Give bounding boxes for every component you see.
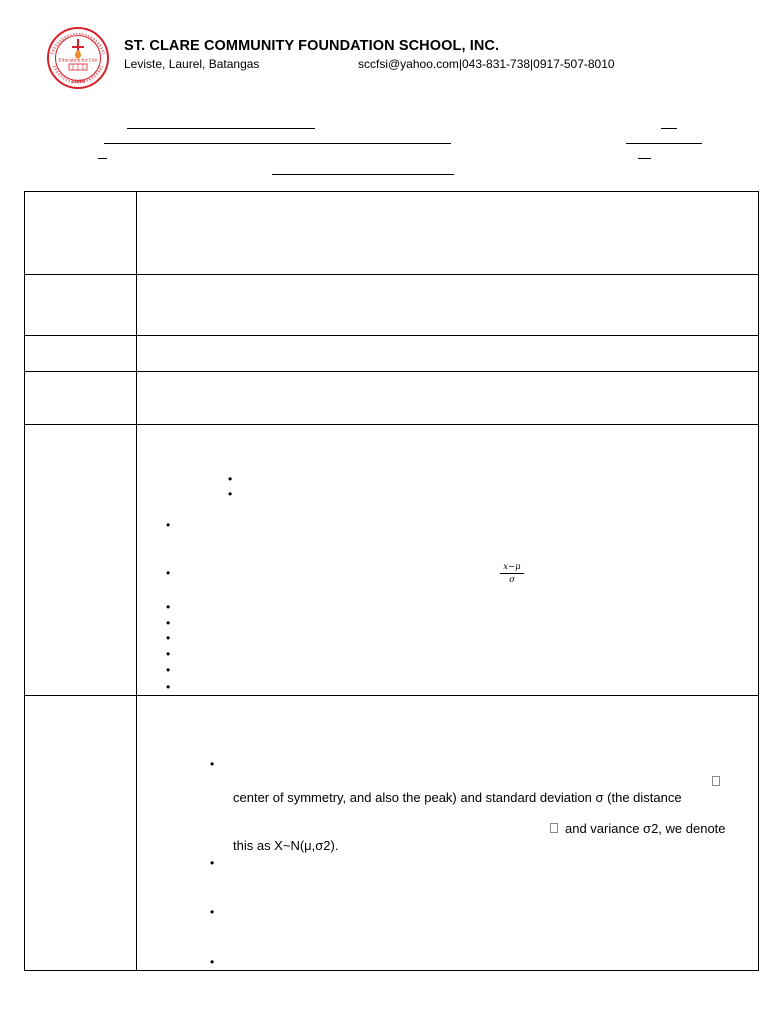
blank-line: [661, 128, 677, 129]
bullet: •: [210, 955, 215, 969]
bullet: •: [166, 600, 171, 614]
blank-line: [104, 143, 451, 144]
blank-line: [626, 143, 702, 144]
text-line: center of symmetry, and also the peak) and standard deviation σ (the distance: [233, 790, 682, 805]
school-seal-icon: [46, 26, 110, 90]
lesson-table: [24, 191, 759, 971]
bullet: •: [166, 680, 171, 694]
blank-line: [127, 128, 315, 129]
blank-line: [272, 174, 454, 175]
bullet: •: [166, 616, 171, 630]
bullet: •: [166, 566, 171, 580]
table-row-divider: [24, 371, 759, 372]
text-line: this as X~N(μ,σ2).: [233, 838, 339, 853]
blank-line: [638, 158, 651, 159]
bullet: •: [166, 647, 171, 661]
school-name: ST. CLARE COMMUNITY FOUNDATION SCHOOL, INC.: [124, 38, 500, 54]
school-address: Leviste, Laurel, Batangas: [124, 57, 260, 71]
bullet: •: [228, 472, 233, 486]
z-score-formula: $\frac{x-\mu}{\sigma}$: [500, 562, 524, 585]
table-row-divider: [24, 424, 759, 425]
bullet: •: [166, 518, 171, 532]
school-contact: sccfsi@yahoo.com|043-831-738|0917-507-8010: [358, 57, 615, 71]
bullet: •: [228, 487, 233, 501]
missing-glyph-icon: [550, 823, 558, 833]
bullet: •: [210, 856, 215, 870]
bullet: •: [210, 905, 215, 919]
table-row-divider: [24, 695, 759, 696]
svg-text:2009: 2009: [71, 79, 85, 85]
missing-glyph-icon: [712, 776, 720, 786]
table-row-divider: [24, 274, 759, 275]
svg-text:Education for Life: Education for Life: [58, 57, 98, 63]
bullet: •: [166, 663, 171, 677]
table-column-divider: [136, 191, 137, 971]
blank-line: [98, 158, 107, 159]
bullet: •: [210, 757, 215, 771]
bullet: •: [166, 631, 171, 645]
text-line: and variance σ2, we denote: [565, 821, 726, 836]
table-row-divider: [24, 335, 759, 336]
